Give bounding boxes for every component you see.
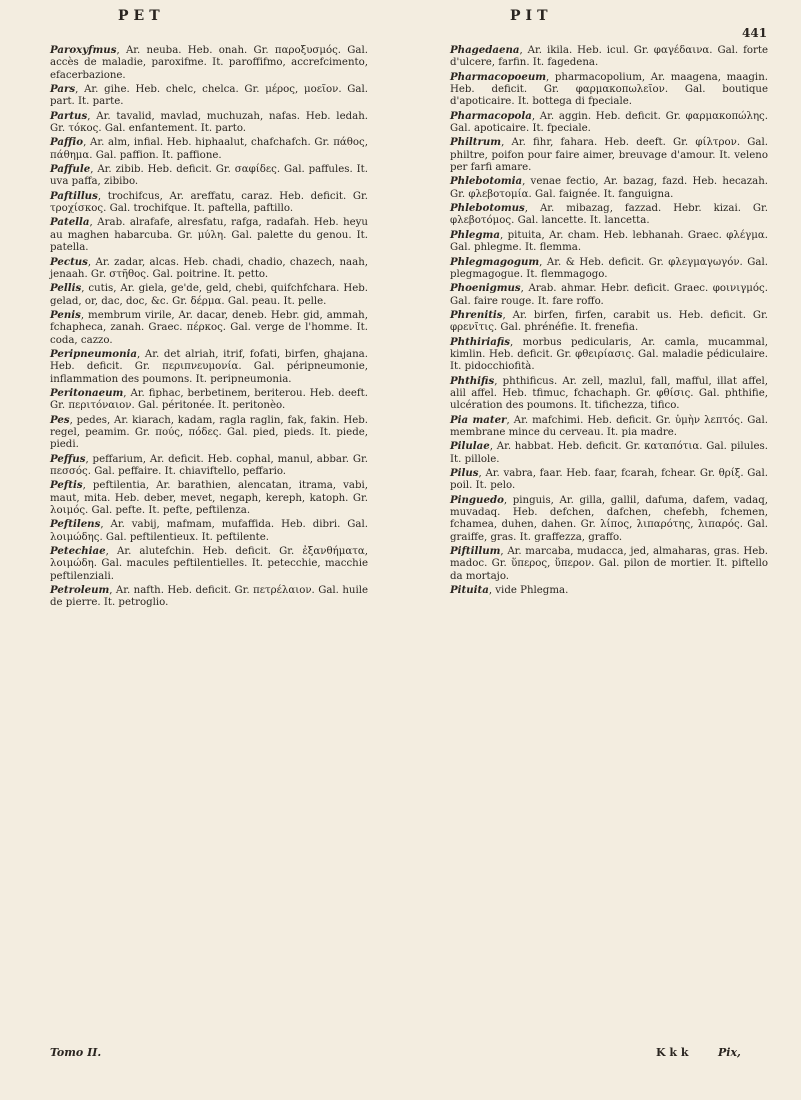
dictionary-entry xyxy=(450,494,768,544)
entry-definition: , vide Phlegma. xyxy=(488,585,569,597)
entry-headword: Pars xyxy=(50,83,76,96)
dictionary-entry xyxy=(50,216,368,254)
dictionary-entry xyxy=(50,163,368,189)
entry-definition: , Arab. alrafafe, alresfatu, rafga, radafah. Heb. heyu au maghen habarcuba. Gr. μύλη. Gal. palette du genou. It. patella. xyxy=(50,217,368,254)
entry-definition: , Ar. & Heb. deficit. Gr. φλεγμαγωγόν. Gal. plegmagogue. It. flemmagogo. xyxy=(450,256,768,280)
entry-definition: , Ar. fiphac, berbetinem, beriterou. Heb. deeft. Gr. περιτόναιον. Gal. péritonée. It. peritonèo. xyxy=(50,387,368,412)
entry-headword: Piftillum xyxy=(450,545,501,558)
entry-definition: , phthificus. Ar. zell, mazlul, fall, mafful, illat affel, alil affel. Heb. tfimuc, fchachaph. Gr. φθίσις. Gal. phthifie, ulcération des poumons. It. tifichezza, tifico. xyxy=(450,375,768,412)
catchword: Pix, xyxy=(718,1046,741,1059)
dictionary-entry xyxy=(450,136,768,174)
entry-headword: Pharmacopola xyxy=(450,109,532,122)
dictionary-entry xyxy=(450,414,768,440)
dictionary-entry xyxy=(50,282,368,308)
dictionary-entry xyxy=(50,256,368,282)
entry-definition: , Ar. vabij, mafmam, mufaffida. Heb. dibri. Gal. λοιμώδης. Gal. peftilentieux. It. peftilente. xyxy=(50,519,368,543)
dictionary-entry xyxy=(50,44,368,82)
entry-headword: Phlegmagogum xyxy=(450,255,540,268)
entry-definition: , Ar. gihe. Heb. chelc, chelca. Gr. μέρος, μοεῖον. Gal. part. It. parte. xyxy=(50,84,368,108)
entry-definition: , cutis, Ar. giela, ge'de, geld, chebi, quifchfchara. Heb. gelad, or, dac, doc, &c. Gr. δέρμα. Gal. peau. It. pelle. xyxy=(50,283,368,307)
entry-headword: Phrenitis xyxy=(450,308,503,321)
dictionary-entry xyxy=(450,229,768,255)
entry-definition: , Ar. mafchimi. Heb. deficit. Gr. ὑμὴν λεπτός. Gal. membrane mince du cerveau. It. pia madre. xyxy=(450,414,769,438)
dictionary-entry xyxy=(50,414,368,452)
dictionary-entry xyxy=(450,309,768,335)
entry-headword: Partus xyxy=(50,109,88,122)
entry-definition: , Ar. birfen, firfen, carabit us. Heb. deficit. Gr. φρενῖτις. Gal. phrénéfie. It. frenefia. xyxy=(450,309,768,334)
dictionary-entry xyxy=(450,584,768,597)
entry-headword: Phthifis xyxy=(450,374,495,387)
dictionary-entry xyxy=(50,453,368,479)
right-column xyxy=(450,44,768,598)
dictionary-entry xyxy=(450,44,768,70)
entry-headword: Peftis xyxy=(50,479,83,492)
entry-headword: Pectus xyxy=(50,255,88,268)
page-number: 441 xyxy=(742,26,768,40)
entry-definition: , Ar. det alriah, itrif, fofati, birfen, ghajana. Heb. deficit. Gr. περιπνευμονία. Gal. péripneumonie, inflammation des poumons. It. peripneumonia. xyxy=(50,348,368,385)
entry-definition: , Ar. alm, infial. Heb. hiphaalut, chafchafch. Gr. πάθος, πάθημα. Gal. paffion. It. paffione. xyxy=(50,137,368,161)
entry-definition: , Ar. neuba. Heb. onah. Gr. παροξυσμός. Gal. accès de maladie, paroxifme. It. paroffifmo, accrefcimento, efacerbazione. xyxy=(50,45,368,81)
entry-definition: , Ar. fihr, fahara. Heb. deeft. Gr. φίλτρον. Gal. philtre, poifon pour faire aimer, breuvage d'amour. It. veleno per farfi amare. xyxy=(450,137,768,174)
entry-definition: , pedes, Ar. kiarach, kadam, ragla raglin, fak, fakin. Heb. regel, peamim. Gr. πούς, πόδες. Gal. pied, pieds. It. piede, piedi. xyxy=(50,414,368,451)
entry-definition: , Ar. zadar, alcas. Heb. chadi, chadio, chazech, naah, jenaah. Gr. στῆθος. Gal. poitrine. It. petto. xyxy=(50,256,368,280)
dictionary-entry xyxy=(50,309,368,347)
entry-headword: Pilulae xyxy=(450,440,490,453)
volume-footer: Tomo II. xyxy=(50,1046,102,1059)
entry-headword: Phthiriafis xyxy=(450,335,511,348)
running-header-left: PET xyxy=(118,8,165,24)
dictionary-entry xyxy=(50,518,368,544)
entry-headword: Pituita xyxy=(450,584,489,597)
dictionary-entry xyxy=(50,110,368,136)
entry-definition: , Ar. mibazag, fazzad. Hebr. kizai. Gr. φλεβοτόμος. Gal. lancette. It. lancetta. xyxy=(450,203,768,227)
entry-headword: Patella xyxy=(50,216,90,229)
entry-headword: Peripneumonia xyxy=(50,347,137,360)
entry-headword: Pes xyxy=(50,413,70,426)
entry-headword: Pinguedo xyxy=(450,493,504,506)
entry-headword: Phoenigmus xyxy=(450,282,521,295)
entry-definition: , venae fectio, Ar. bazag, fazd. Heb. hecazah. Gr. φλεβοτομία. Gal. faignée. It. fanguigna. xyxy=(450,176,768,200)
entry-definition: , Arab. ahmar. Hebr. deficit. Graec. φοινιγμός. Gal. faire rouge. It. fare roffo. xyxy=(450,283,768,307)
dictionary-entry xyxy=(450,282,768,308)
entry-headword: Philtrum xyxy=(450,136,502,149)
entry-headword: Phlebotomus xyxy=(450,202,525,215)
entry-headword: Phlegma xyxy=(450,228,500,241)
dictionary-entry xyxy=(50,83,368,109)
running-header-right: PIT xyxy=(510,8,553,24)
dictionary-entry xyxy=(50,479,368,517)
entry-definition: , Ar. habbat. Heb. deficit. Gr. καταπότια. Gal. pilules. It. pillole. xyxy=(450,441,768,465)
signature-mark: K k k xyxy=(656,1046,689,1059)
entry-definition: , Ar. tavalid, mavlad, muchuzah, nafas. Heb. ledah. Gr. τόκος. Gal. enfantement. It. parto. xyxy=(50,110,368,135)
entry-headword: Paroxyfmus xyxy=(50,44,117,56)
dictionary-entry xyxy=(50,348,368,386)
entry-definition: , pituita, Ar. cham. Heb. lebhanah. Graec. φλέγμα. Gal. phlegme. It. flemma. xyxy=(450,229,768,254)
entry-headword: Pharmacopoeum xyxy=(450,70,547,83)
entry-definition: , Ar. alutefchin. Heb. deficit. Gr. ἐξανθήματα, λοιμώδη. Gal. macules peftilentielles. It. petecchie, macchie peftilenziali. xyxy=(50,546,368,582)
dictionary-entry xyxy=(450,110,768,136)
entry-definition: , Ar. nafth. Heb. deficit. Gr. πετρέλαιον. Gal. huile de pierre. It. petroglio. xyxy=(50,585,368,609)
entry-headword: Paffule xyxy=(50,163,91,176)
dictionary-entry xyxy=(50,136,368,162)
entry-definition: , pharmacopolium, Ar. maagena, maagin. Heb. deficit. Gr. φαρμακοπωλεῖον. Gal. boutique d'apoticaire. It. bottega di fpeciale. xyxy=(450,71,768,108)
entry-headword: Penis xyxy=(50,308,81,321)
dictionary-entry xyxy=(450,71,768,109)
entry-definition: , Ar. ikila. Heb. icul. Gr. φαγέδαινα. Gal. forte d'ulcere, farfin. It. fagedena. xyxy=(450,45,768,69)
entry-definition: , membrum virile, Ar. dacar, deneb. Hebr. gid, ammah, fchapheca, zanah. Graec. πέρκος. Gal. verge de l'homme. It. coda, cazzo. xyxy=(50,309,368,346)
dictionary-entry xyxy=(450,336,768,374)
entry-definition: , Ar. vabra, faar. Heb. faar, fcarah, fchear. Gr. θρίξ. Gal. poil. It. pelo. xyxy=(450,468,768,492)
dictionary-entry xyxy=(50,545,368,583)
dictionary-entry xyxy=(450,375,768,413)
entry-headword: Paffio xyxy=(50,136,84,149)
dictionary-entry xyxy=(450,256,768,282)
entry-headword: Pellis xyxy=(50,282,82,295)
entry-definition: , peffarium, Ar. deficit. Heb. cophal, manul, abbar. Gr. πεσσός. Gal. peffaire. It. chiaviftello, peffario. xyxy=(50,453,368,477)
entry-headword: Pilus xyxy=(450,467,479,479)
entry-headword: Paftillus xyxy=(50,189,98,202)
entry-headword: Petechiae xyxy=(50,545,106,558)
left-column xyxy=(50,44,368,611)
entry-definition: , trochifcus, Ar. areffatu, caraz. Heb. deficit. Gr. τροχίσκος. Gal. trochifque. It. paftella, paftillo. xyxy=(50,190,368,215)
entry-headword: Phagedaena xyxy=(450,44,520,56)
dictionary-entry xyxy=(50,190,368,216)
entry-definition: , pinguis, Ar. gilla, gallil, dafuma, dafem, vadaq, muvadaq. Heb. defchen, dafchen, chefebh, fchemen, fchamea, duhen, dahen. Gr. λίπος, λιπαρότης, λιπαρός. Gal. graiffe, gras. It. graffezza, graffo. xyxy=(450,494,768,543)
entry-definition: , morbus pedicularis, Ar. camla, mucammal, kimlin. Heb. deficit. Gr. φθειρίασις. Gal. maladie pédiculaire. It. pidocchiofità. xyxy=(450,336,768,373)
entry-headword: Peritonaeum xyxy=(50,386,124,399)
entry-headword: Phlebotomia xyxy=(450,175,523,188)
entry-headword: Peffus xyxy=(50,452,86,465)
dictionary-entry xyxy=(450,440,768,466)
entry-definition: , Ar. marcaba, mudacca, jed, almaharas, gras. Heb. madoc. Gr. ὕπερος, ὕπερον. Gal. pilon de mortier. It. piftello da mortajo. xyxy=(450,546,768,582)
dictionary-entry xyxy=(450,175,768,201)
dictionary-entry xyxy=(50,584,368,610)
dictionary-entry xyxy=(50,387,368,413)
entry-headword: Pia mater xyxy=(450,413,507,426)
dictionary-entry xyxy=(450,202,768,228)
entry-definition: , Ar. aggin. Heb. deficit. Gr. φαρμακοπώλης. Gal. apoticaire. It. fpeciale. xyxy=(450,110,768,135)
entry-definition: , Ar. zibib. Heb. deficit. Gr. σαφίδες. Gal. paffules. It. uva paffa, zibibo. xyxy=(50,164,368,188)
dictionary-entry xyxy=(450,467,768,493)
entry-headword: Petroleum xyxy=(50,584,110,597)
entry-headword: Peftilens xyxy=(50,518,101,531)
dictionary-entry xyxy=(450,545,768,583)
entry-definition: , peftilentia, Ar. barathien, alencatan, itrama, vabi, maut, mita. Heb. deber, mevet, negaph, kereph, katoph. Gr. λοιμός. Gal. pefte. It. pefte, peftilenza. xyxy=(50,480,368,517)
